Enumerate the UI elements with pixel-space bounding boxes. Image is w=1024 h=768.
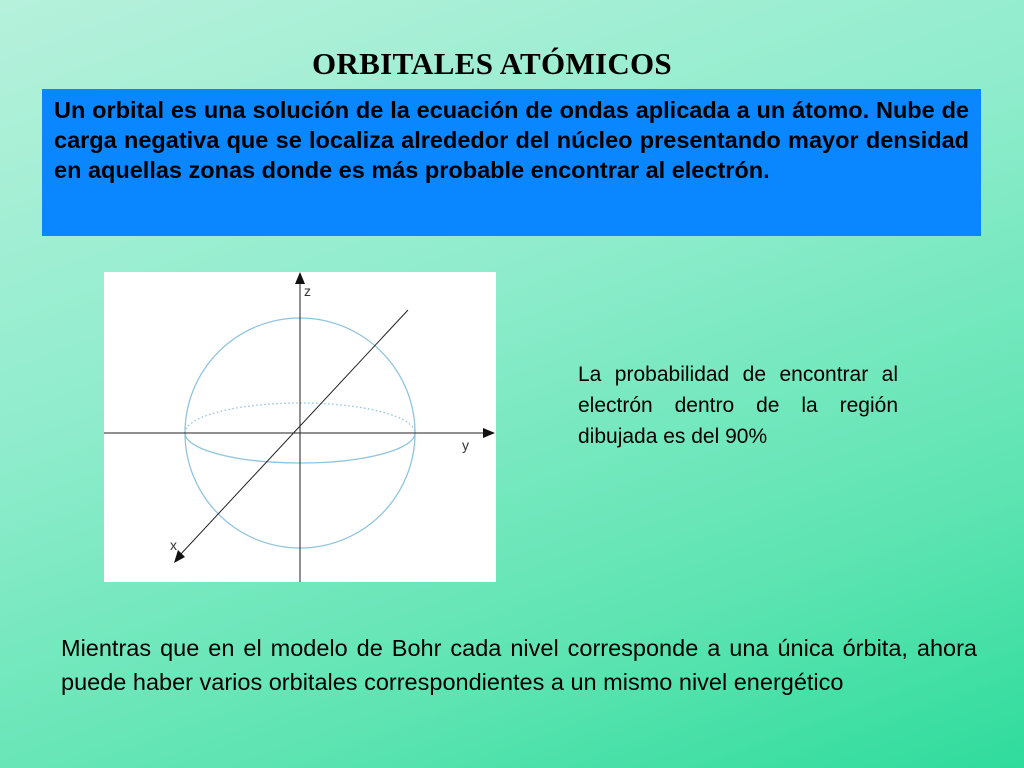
definition-box [42, 89, 981, 236]
y-axis-arrow [483, 428, 495, 438]
y-axis-label: y [462, 437, 469, 453]
z-axis-label: z [304, 283, 311, 299]
x-axis-label: x [170, 537, 177, 553]
probability-note-text: La probabilidad de encontrar al electrón dentro de la región dibujada es del 90% [578, 363, 898, 448]
slide-title-text: ORBITALES ATÓMICOS [312, 46, 672, 81]
slide-title [0, 46, 1000, 82]
bohr-comparison-text [61, 631, 977, 699]
orbital-diagram [104, 272, 496, 582]
probability-note [578, 359, 898, 452]
bohr-comparison-text-body: Mientras que en el modelo de Bohr cada nivel corresponde a una única órbita, ahora puede haber varios orbitales correspondientes a un mismo nivel energético [61, 635, 977, 695]
orbital-s-sphere-figure [104, 272, 496, 582]
definition-text: Un orbital es una solución de la ecuación de ondas aplicada a un átomo. Nube de carga negativa que se localiza alrededor del núcleo presentando mayor densidad en aquellas zonas donde es más probable encontrar al electrón. [54, 97, 969, 183]
